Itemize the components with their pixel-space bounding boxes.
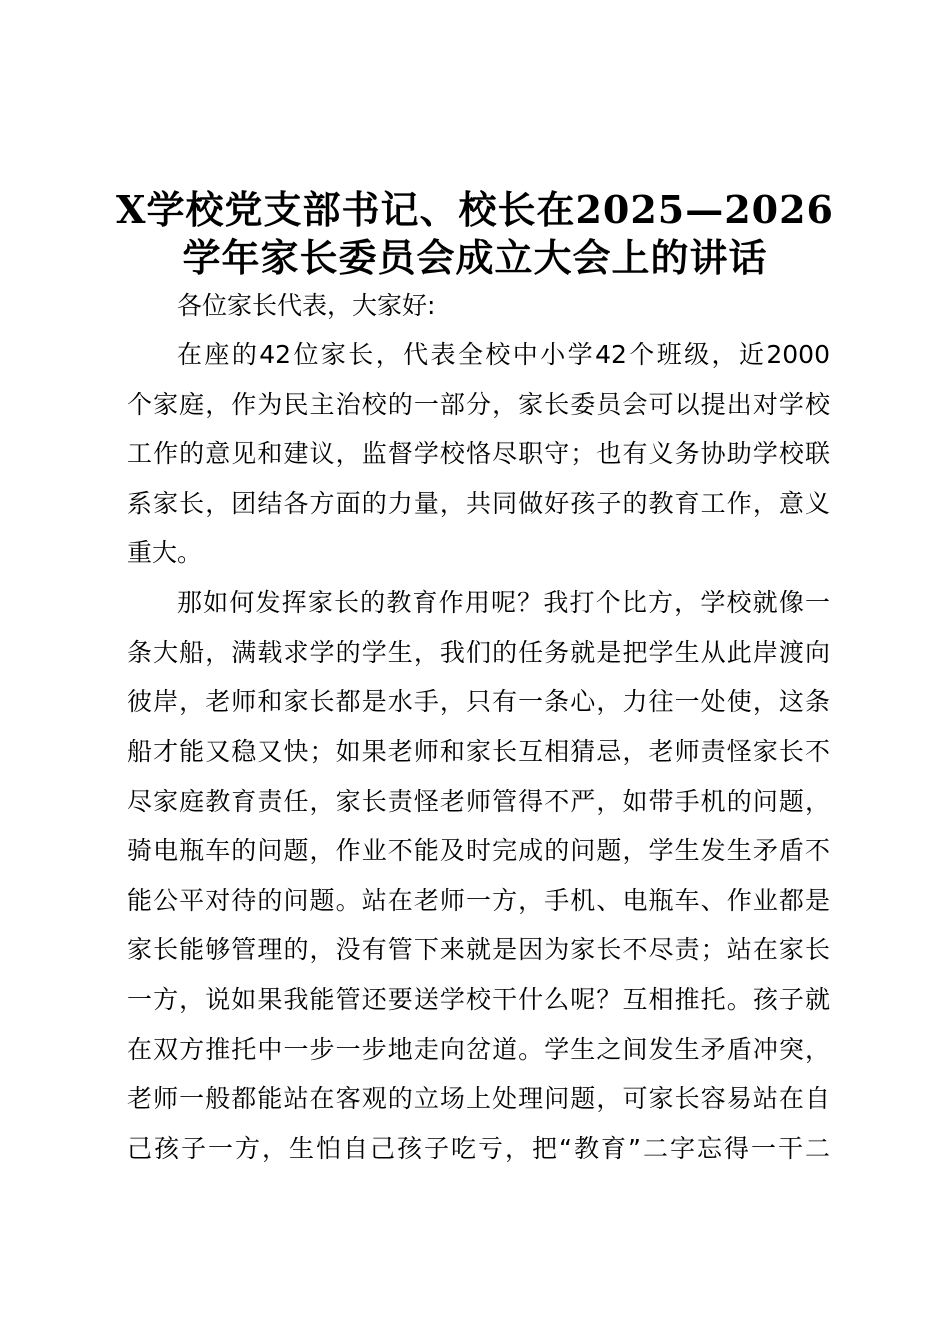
text-line: 个家庭，作为民主治校的一部分，家长委员会可以提出对学校 [127, 390, 830, 419]
text-line: 尽家庭教育责任，家长责怪老师管得不严，如带手机的问题， [127, 787, 830, 816]
text-line: 那如何发挥家长的教育作用呢？我打个比方，学校就像一 [177, 588, 830, 617]
greeting: 各位家长代表，大家好: [177, 291, 436, 320]
text-line: 系家长，团结各方面的力量，共同做好孩子的教育工作，意义 [127, 489, 830, 518]
text-line: 条大船，满载求学的学生，我们的任务就是把学生从此岸渡向 [127, 638, 830, 667]
text-line: 老师一般都能站在客观的立场上处理问题，可家长容易站在自 [127, 1084, 830, 1113]
text-line: 己孩子一方，生怕自己孩子吃亏，把“教育”二字忘得一干二 [127, 1134, 830, 1163]
text-line: 一方，说如果我能管还要送学校干什么呢？互相推托。孩子就 [127, 985, 830, 1014]
text-line: 家长能够管理的，没有管下来就是因为家长不尽责；站在家长 [127, 935, 830, 964]
text-line: 在座的42位家长，代表全校中小学42个班级，近2000 [177, 340, 830, 369]
text-line: 骑电瓶车的问题，作业不能及时完成的问题，学生发生矛盾不 [127, 836, 830, 865]
text-line: 在双方推托中一步一步地走向岔道。学生之间发生矛盾冲突， [127, 1035, 830, 1064]
document-title-line-2: 学年家长委员会成立大会上的讲话 [182, 235, 768, 280]
text-line: 能公平对待的问题。站在老师一方，手机、电瓶车、作业都是 [127, 886, 830, 915]
text-line: 重大。 [127, 538, 203, 567]
text-line: 彼岸，老师和家长都是水手，只有一条心，力往一处使，这条 [127, 687, 830, 716]
document-title-line-1: X学校党支部书记、校长在2025—2026 [115, 187, 834, 232]
text-line: 船才能又稳又快；如果老师和家长互相猜忌，老师责怪家长不 [127, 737, 830, 766]
text-line: 工作的意见和建议，监督学校恪尽职守；也有义务协助学校联 [127, 439, 830, 468]
